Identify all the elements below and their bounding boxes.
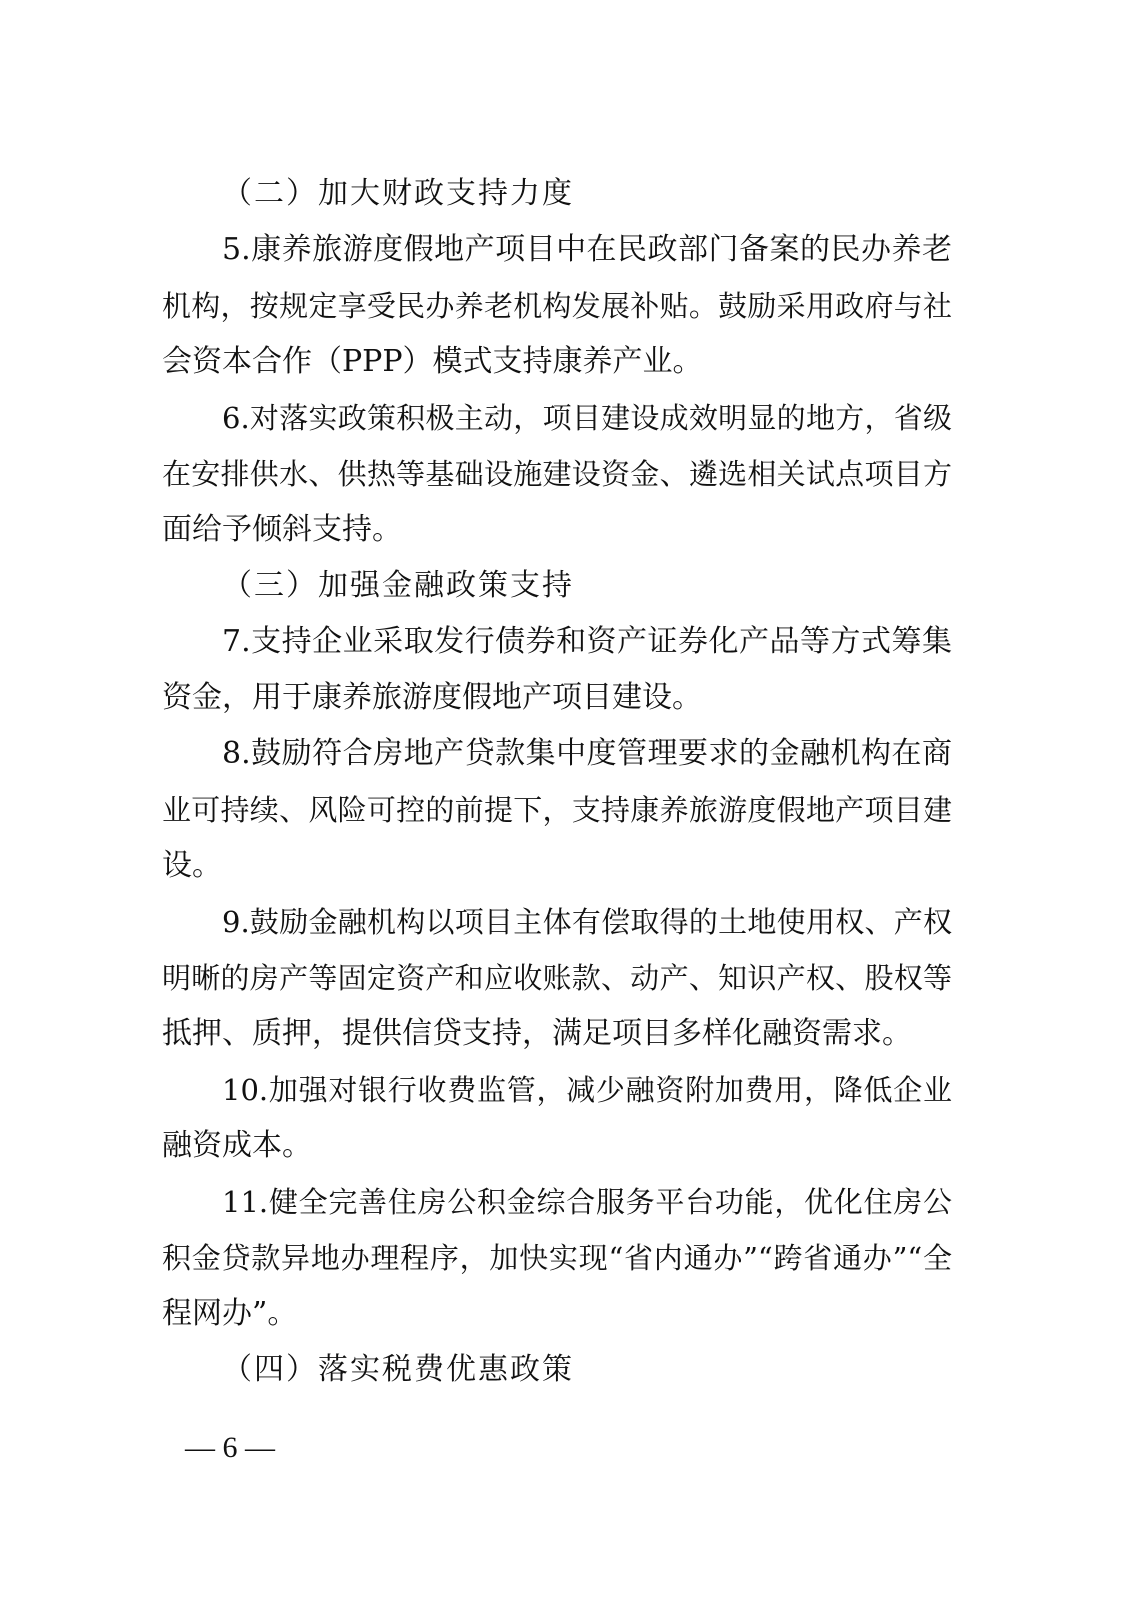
section-heading-2: （二）加大财政支持力度	[222, 176, 574, 211]
paragraph-8-line-2: 业可持续、风险可控的前提下，支持康养旅游度假地产项目建	[162, 793, 952, 827]
page-number: — 6 —	[185, 1431, 275, 1464]
paragraph-11-line-3: 程网办”。	[162, 1296, 298, 1331]
paragraph-11-line-1: 11.健全完善住房公积金综合服务平台功能，优化住房公	[222, 1185, 952, 1219]
paragraph-6-line-3: 面给予倾斜支持。	[162, 512, 402, 547]
paragraph-9-line-1: 9.鼓励金融机构以项目主体有偿取得的土地使用权、产权	[222, 905, 952, 939]
paragraph-10-line-2: 融资成本。	[162, 1128, 312, 1163]
paragraph-8-line-3: 设。	[162, 848, 222, 883]
section-heading-4: （四）落实税费优惠政策	[222, 1352, 574, 1387]
paragraph-5-line-3: 会资本合作（PPP）模式支持康养产业。	[162, 344, 703, 379]
paragraph-9-line-3: 抵押、质押，提供信贷支持，满足项目多样化融资需求。	[162, 1016, 912, 1051]
paragraph-7-line-1: 7.支持企业采取发行债券和资产证券化产品等方式筹集	[222, 624, 952, 659]
paragraph-6-line-1: 6.对落实政策积极主动，项目建设成效明显的地方，省级	[222, 401, 952, 435]
paragraph-10-line-1: 10.加强对银行收费监管，减少融资附加费用，降低企业	[222, 1073, 952, 1107]
paragraph-9-line-2: 明晰的房产等固定资产和应收账款、动产、知识产权、股权等	[162, 961, 952, 995]
paragraph-8-line-1: 8.鼓励符合房地产贷款集中度管理要求的金融机构在商	[222, 736, 952, 771]
paragraph-5-line-1: 5.康养旅游度假地产项目中在民政部门备案的民办养老	[222, 232, 952, 267]
paragraph-6-line-2: 在安排供水、供热等基础设施建设资金、遴选相关试点项目方	[162, 457, 952, 491]
paragraph-11-line-2: 积金贷款异地办理程序，加快实现“省内通办”“跨省通办”“全	[162, 1241, 952, 1275]
section-heading-3: （三）加强金融政策支持	[222, 568, 574, 603]
paragraph-5-line-2: 机构，按规定享受民办养老机构发展补贴。鼓励采用政府与社	[162, 289, 952, 323]
paragraph-7-line-2: 资金，用于康养旅游度假地产项目建设。	[162, 680, 702, 715]
